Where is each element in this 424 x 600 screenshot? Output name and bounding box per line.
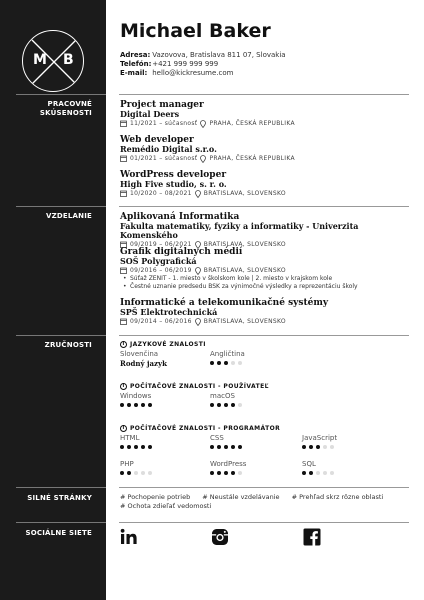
email-value[interactable]: hello@kickresume.com [152,69,234,77]
candidate-name: Michael Baker [120,20,271,42]
location-pin-icon [195,190,201,198]
rating-dot-filled [134,445,138,449]
info-icon: i [120,425,127,432]
skill-name: PHP [120,460,134,468]
rating-dot-empty [134,471,138,475]
rating-dot-filled [134,403,138,407]
logo-initial-last: B [63,52,74,68]
rating-dot-filled [210,361,214,365]
rating-dot-filled [231,471,235,475]
contact-address [120,51,286,60]
job-location: PRAHA, ČESKÁ REPUBLIKA [209,120,295,127]
education-meta [120,317,410,326]
school-name: SPŠ Elektrotechnická [120,307,218,317]
rating-dot-filled [302,445,306,449]
skill-name: macOS [210,392,235,400]
school-name: SOŠ Polygrafická [120,256,197,266]
rating-dot-empty [148,471,152,475]
skills-subheading-dev [120,425,280,432]
skill-name: Slovenčina [120,350,159,358]
divider [16,522,106,523]
rating-dot-filled [217,361,221,365]
strengths-list [120,493,410,511]
social-links [120,528,410,548]
achievements-list [120,275,410,291]
rating-dot-filled [127,403,131,407]
education-location: BRATISLAVA, SLOVENSKO [203,318,286,325]
contact-email [120,69,233,78]
rating-dot-empty [238,361,242,365]
skill-rating [210,403,295,407]
experience-item [120,170,410,198]
job-meta [120,189,410,198]
degree-title: Aplikovaná Informatika [120,212,240,222]
strength-tag: # Ochota zdieľať vedomosti [120,502,212,510]
education-location: BRATISLAVA, SLOVENSKO [203,267,286,274]
skill-rating [120,471,205,475]
skill-name: CSS [210,434,224,442]
calendar-icon [120,267,127,274]
address-value: Vazovova, Bratislava 811 07, Slovakia [152,51,286,59]
divider [119,522,409,523]
calendar-icon [120,155,127,162]
education-location: BRATISLAVA, SLOVENSKO [203,241,286,248]
rating-dot-filled [309,445,313,449]
skill-rating [120,403,205,407]
info-icon: i [120,341,127,348]
location-pin-icon [195,267,201,275]
rating-dot-filled [217,403,221,407]
job-dates: 10/2020 – 08/2021 [130,190,192,197]
rating-dot-filled [231,445,235,449]
rating-dot-filled [141,445,145,449]
skill-name: HTML [120,434,140,442]
list-item: • Čestné uznanie predsedu BSK za výnimočné výsledky a reprezentáciu školy [130,283,410,291]
email-label: E-mail: [120,69,148,77]
skills-subheading-label: POČÍTAČOVÉ ZNALOSTI - PROGRAMÁTOR [130,425,281,432]
company-name: Remédio Digital s.r.o. [120,144,217,154]
rating-dot-filled [238,445,242,449]
skill-item [120,434,205,449]
rating-dot-filled [210,445,214,449]
experience-item [120,100,410,128]
rating-dot-empty [323,471,327,475]
strength-tag: # Prehľad skrz rôzne oblasti [291,493,384,501]
rating-dot-filled [148,403,152,407]
calendar-icon [120,120,127,127]
rating-dot-filled [127,445,131,449]
skill-name: WordPress [210,460,247,468]
skill-rating [210,445,295,449]
rating-dot-filled [120,471,124,475]
rating-dot-empty [141,471,145,475]
logo-initial-first: M [33,52,47,68]
skill-name: Angličtina [210,350,245,358]
rating-dot-empty [238,403,242,407]
education-meta [120,266,410,275]
skill-rating [302,471,387,475]
rating-dot-filled [224,361,228,365]
rating-dot-filled [127,471,131,475]
rating-dot-empty [330,471,334,475]
education-dates: 09/2019 – 06/2021 [130,241,192,248]
rating-dot-filled [210,471,214,475]
divider [16,94,106,95]
divider [16,487,106,488]
rating-dot-filled [224,471,228,475]
skill-item [120,350,205,368]
calendar-icon [120,190,127,197]
education-dates: 09/2014 – 06/2016 [130,318,192,325]
divider [119,335,409,336]
skill-rating [210,361,295,365]
job-dates: 11/2021 – súčasnosť [130,120,198,127]
education-item [120,212,410,249]
education-dates: 09/2016 – 06/2019 [130,267,192,274]
skill-item [210,350,295,365]
rating-dot-filled [224,445,228,449]
job-location: BRATISLAVA, SLOVENSKO [203,190,286,197]
skill-rating [302,445,387,449]
skill-level-text: Rodný jazyk [120,359,167,368]
strength-tag: # Neustále vzdelávanie [202,493,280,501]
address-label: Adresa: [120,51,151,59]
rating-dot-filled [148,445,152,449]
rating-dot-empty [330,445,334,449]
skill-item [302,434,387,449]
skill-item [302,460,387,475]
experience-item [120,135,410,163]
facebook-icon[interactable] [303,528,321,546]
strength-tag: # Pochopenie potrieb [120,493,191,501]
section-label-experience: PRACOVNÉ SKÚSENOSTI [39,100,92,117]
skill-rating [210,471,295,475]
job-title: WordPress developer [120,170,227,180]
rating-dot-filled [120,445,124,449]
section-label-social: SOCIÁLNE SIETE [25,529,92,537]
rating-dot-empty [316,471,320,475]
skill-item [210,434,295,449]
skill-item [120,392,205,407]
skill-name: Windows [120,392,152,400]
rating-dot-empty [238,471,242,475]
section-label-education: VZDELANIE [45,212,92,220]
education-item [120,298,410,326]
linkedin-icon[interactable] [120,528,138,546]
rating-dot-filled [231,403,235,407]
rating-dot-filled [316,445,320,449]
rating-dot-filled [141,403,145,407]
phone-label: Telefón: [120,60,152,68]
rating-dot-filled [120,403,124,407]
section-label-strengths: SILNÉ STRÁNKY [27,494,92,502]
instagram-icon[interactable] [211,528,229,546]
skill-name: SQL [302,460,316,468]
company-name: Digital Deers [120,109,180,119]
job-title: Web developer [120,135,194,145]
skill-name: JavaScript [302,434,338,442]
phone-value: +421 999 999 999 [152,60,219,68]
skills-subheading-languages [120,341,206,348]
rating-dot-filled [217,445,221,449]
skill-rating [120,445,205,449]
divider [119,94,409,95]
skill-item [210,392,295,407]
location-pin-icon [200,155,206,163]
location-pin-icon [200,120,206,128]
section-label-skills: ZRUČNOSTI [44,341,92,349]
rating-dot-filled [224,403,228,407]
divider [16,206,106,207]
school-name: Fakulta matematiky, fyziky a informatiky - Univerzita Komenského [120,221,359,240]
monogram-logo [22,30,84,92]
skill-item [210,460,295,475]
location-pin-icon [195,318,201,326]
rating-dot-filled [302,471,306,475]
rating-dot-filled [217,471,221,475]
divider [16,335,106,336]
company-name: High Five studio, s. r. o. [120,179,227,189]
job-meta [120,154,410,163]
skills-subheading-label: JAZYKOVÉ ZNALOSTI [130,341,206,348]
rating-dot-filled [210,403,214,407]
sidebar [0,0,106,600]
degree-title: Grafik digitálnych médií [120,247,243,257]
rating-dot-empty [323,445,327,449]
rating-dot-empty [231,361,235,365]
skill-item [120,460,205,475]
list-item: • Súťaž ZENIT - 1. miesto v školskom kole | 2. miesto v krajskom kole [130,275,410,283]
info-icon: i [120,383,127,390]
divider [119,206,409,207]
skills-subheading-user [120,383,269,390]
skills-subheading-label: POČÍTAČOVÉ ZNALOSTI - POUŽÍVATEĽ [130,383,269,390]
job-location: PRAHA, ČESKÁ REPUBLIKA [209,155,295,162]
divider [119,487,409,488]
rating-dot-filled [309,471,313,475]
contact-phone [120,60,218,69]
job-meta [120,119,410,128]
job-title: Project manager [120,100,204,110]
degree-title: Informatické a telekomunikačné systémy [120,298,329,308]
job-dates: 01/2021 – súčasnosť [130,155,198,162]
education-item [120,247,410,291]
calendar-icon [120,318,127,325]
